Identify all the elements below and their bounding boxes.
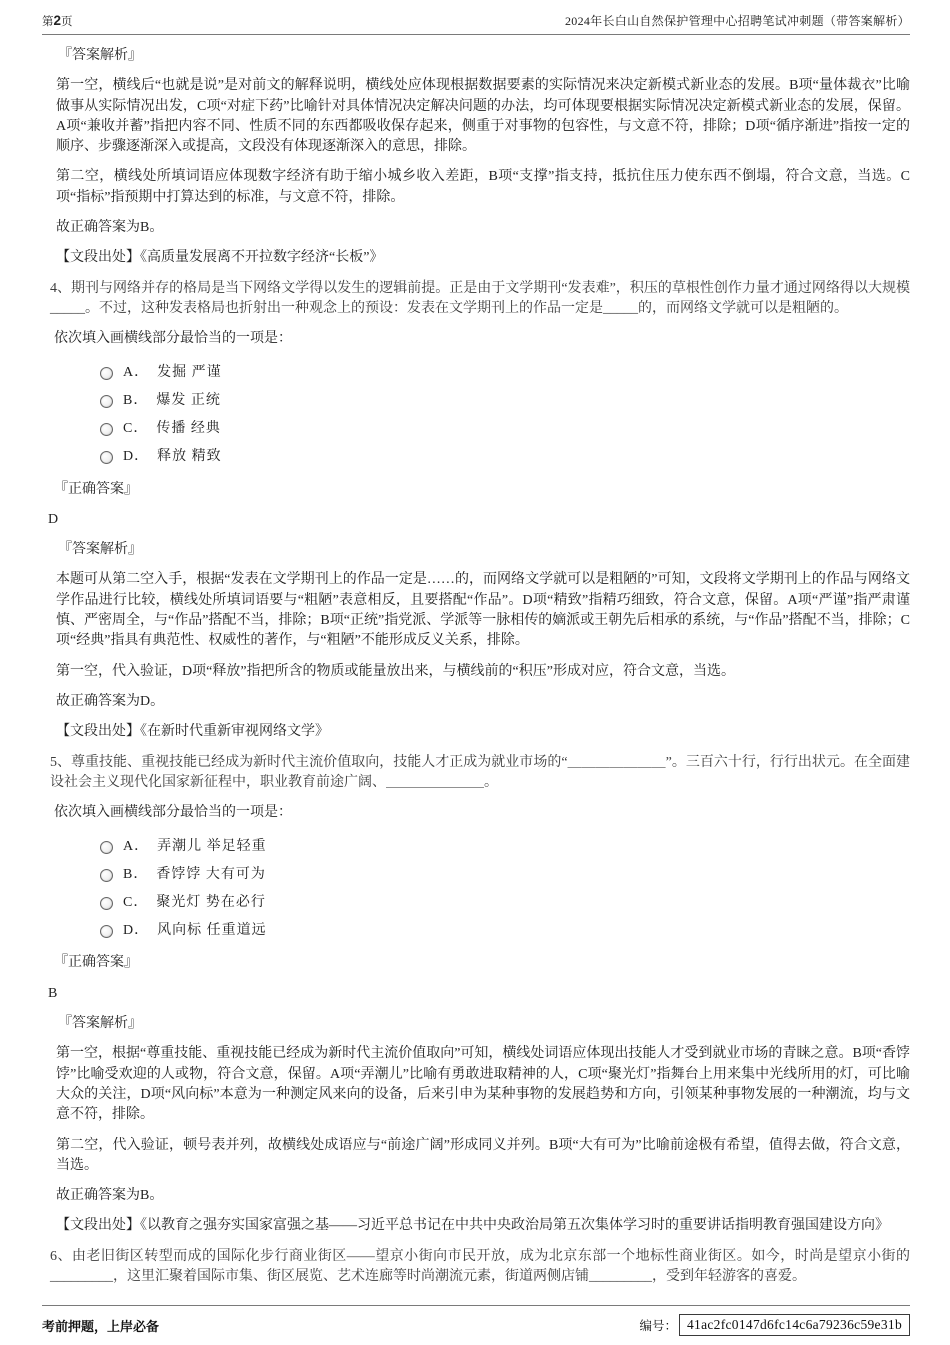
option-label: C． [123,895,149,911]
option-label: B． [123,393,149,409]
fill-prompt: 依次填入画横线部分最恰当的一项是： [54,331,292,347]
radio-icon[interactable] [100,841,113,854]
page-number-value: 2 [53,13,62,28]
option-text: 香饽饽 大有可为 [156,867,266,883]
footer-slogan: 考前押题，上岸必备 [42,1318,160,1334]
page-number-suffix: 页 [61,16,73,28]
question-stem-5: 5、尊重技能、重视技能已经成为新时代主流价值取向，技能人才正成为就业市场的“＿＿＿＿＿＿＿”。三百六十行，行行出状元。在全面建设社会主义现代化国家新征程中，职业教育前途广阔、＿＿＿＿＿＿＿。 [50,754,910,790]
option-row-q5-d[interactable] [44,917,910,945]
analysis-label: 『答案解析』 [58,48,142,63]
source-line: 【文段出处】《高质量发展离不开拉数字经济“长板”》 [56,250,384,266]
option-row-q5-a[interactable] [44,833,910,861]
correct-answer-label: 『正确答案』 [54,481,138,497]
radio-icon[interactable] [100,925,113,938]
page-footer [42,1305,910,1338]
analysis-label: 『答案解析』 [58,542,142,558]
analysis-label: 『答案解析』 [58,1016,142,1032]
fill-prompt: 依次填入画横线部分最恰当的一项是： [54,805,292,821]
option-row-q4-b[interactable] [44,388,910,416]
option-label: C． [123,421,149,437]
question-stem-6: 6、由老旧街区转型而成的国际化步行商业街区——望京小街向市民开放，成为北京东部一个地标性商业街区。如今，时尚是望京小街的_________，这里汇聚着国际市集、街区展览、艺术连廊等时尚潮流元素，街道两侧店铺_________，受到年轻游客的喜爱。 [50,1248,910,1284]
option-text: 风向标 任重道远 [157,923,267,939]
correct-answer-value-q4: D [48,511,59,527]
footer-code [639,1314,910,1336]
page-header [42,12,910,35]
options-q4 [44,360,910,472]
option-text: 释放 精致 [157,449,222,465]
option-row-q4-c[interactable] [44,416,910,444]
radio-icon[interactable] [100,869,113,882]
option-row-q5-b[interactable] [44,861,910,889]
radio-icon[interactable] [100,367,113,380]
option-text: 聚光灯 势在必行 [156,895,266,911]
option-text: 弄潮儿 举足轻重 [157,839,267,855]
option-label: A． [123,839,150,855]
document-body [44,46,910,1297]
source-line: 【文段出处】《在新时代重新审视网络文学》 [56,724,329,740]
conclusion-line: 故正确答案为B。 [56,1188,164,1204]
option-label: D． [123,923,150,939]
option-text: 传播 经典 [156,421,221,437]
analysis-paragraph: 第一空，代入验证，D项“释放”指把所含的物质或能量放出来，与横线前的“积压”形成对应，符合文意，当选。 [56,663,735,679]
analysis-paragraph: 第一空，根据“尊重技能、重视技能已经成为新时代主流价值取向”可知，横线处词语应体现出技能人才受到就业市场的青睐之意。B项“香饽饽”比喻受欢迎的人或物，符合文意，保留。A项“弄潮儿”比喻有勇敢进取精神的人，C项“聚光灯”指舞台上用来集中光线所用的灯，可比喻大众的关注，D项“风向标”本意为一种测定风来向的设备，后来引申为某种事物的发展趋势和方向，引领某种事物发展的一种潮流，均与文意不符，排除。 [56,1046,910,1123]
conclusion-line: 故正确答案为D。 [56,693,165,709]
options-q5 [44,833,910,945]
option-row-q4-d[interactable] [44,444,910,472]
option-label: B． [123,867,149,883]
radio-icon[interactable] [100,897,113,910]
radio-icon[interactable] [100,395,113,408]
analysis-paragraph: 第二空，横线处所填词语应体现数字经济有助于缩小城乡收入差距，B项“支撑”指支持，抵抗住压力使东西不倒塌，符合文意，当选。C项“指标”指预期中打算达到的标准，与文意不符，排除。 [56,169,910,205]
option-row-q5-c[interactable] [44,889,910,917]
option-row-q4-a[interactable] [44,360,910,388]
document-title: 2024年长白山自然保护管理中心招聘笔试冲刺题（带答案解析） [564,14,910,28]
correct-answer-value-q5: B [48,985,58,1001]
conclusion-line: 故正确答案为B。 [56,220,164,236]
source-line: 【文段出处】《以教育之强夯实国家富强之基——习近平总书记在中共中央政治局第五次集体学习时的重要讲话指明教育强国建设方向》 [56,1218,889,1234]
correct-answer-label: 『正确答案』 [54,955,138,971]
option-label: D． [123,449,150,465]
analysis-paragraph: 第一空，横线后“也就是说”是对前文的解释说明，横线处应体现根据数据要素的实际情况来决定新模式新业态的发展。B项“量体裁衣”比喻做事从实际情况出发，C项“对症下药”比喻针对具体情况决定解决问题的办法，均可体现要根据实际情况决定新模式新业态的发展，保留。A项“兼收并蓄”指把内容不同、性质不同的东西都吸收保存起来，侧重于对事物的包容性，与文意不符，排除；D项“循序渐进”指按一定的顺序、步骤逐渐深入或提高，文段没有体现逐渐深入的意思，排除。 [56,78,910,155]
analysis-paragraph: 第二空，代入验证，顿号表并列，故横线处成语应与“前途广阔”形成同义并列。B项“大有可为”比喻前途极有希望，值得去做，符合文意，当选。 [56,1137,910,1173]
option-text: 爆发 正统 [156,393,221,409]
radio-icon[interactable] [100,451,113,464]
analysis-paragraph: 本题可从第二空入手，根据“发表在文学期刊上的作品一定是……的，而网络文学就可以是粗陋的”可知，文段将文学期刊上的作品与网络文学作品进行比较，横线处所填词语要与“粗陋”表意相反，且要搭配“作品”。D项“精致”指精巧细致，符合文意，保留。A项“严谨”指严肃谨慎、严密周全，与“作品”搭配不当，排除；B项“正统”指党派、学派等一脉相传的嫡派或王朝先后相承的系统，与“作品”搭配不当，排除；C项“经典”指具有典范性、权威性的著作，与“粗陋”不能形成反义关系，排除。 [56,572,910,649]
page-number-prefix: 第 [42,16,54,28]
option-text: 发掘 严谨 [157,365,222,381]
page-number [42,13,73,29]
code-value: 41ac2fc0147d6fc14c6a79236c59e31b [679,1314,910,1336]
code-label: 编号： [639,1319,677,1333]
radio-icon[interactable] [100,423,113,436]
option-label: A． [123,365,150,381]
question-stem-4: 4、期刊与网络并存的格局是当下网络文学得以发生的逻辑前提。正是由于文学期刊“发表难”，积压的草根性创作力量才通过网络得以大规模_____。不过，这种发表格局也折射出一种观念上的预设：发表在文学期刊上的作品一定是_____的，而网络文学就可以是粗陋的。 [50,280,910,316]
